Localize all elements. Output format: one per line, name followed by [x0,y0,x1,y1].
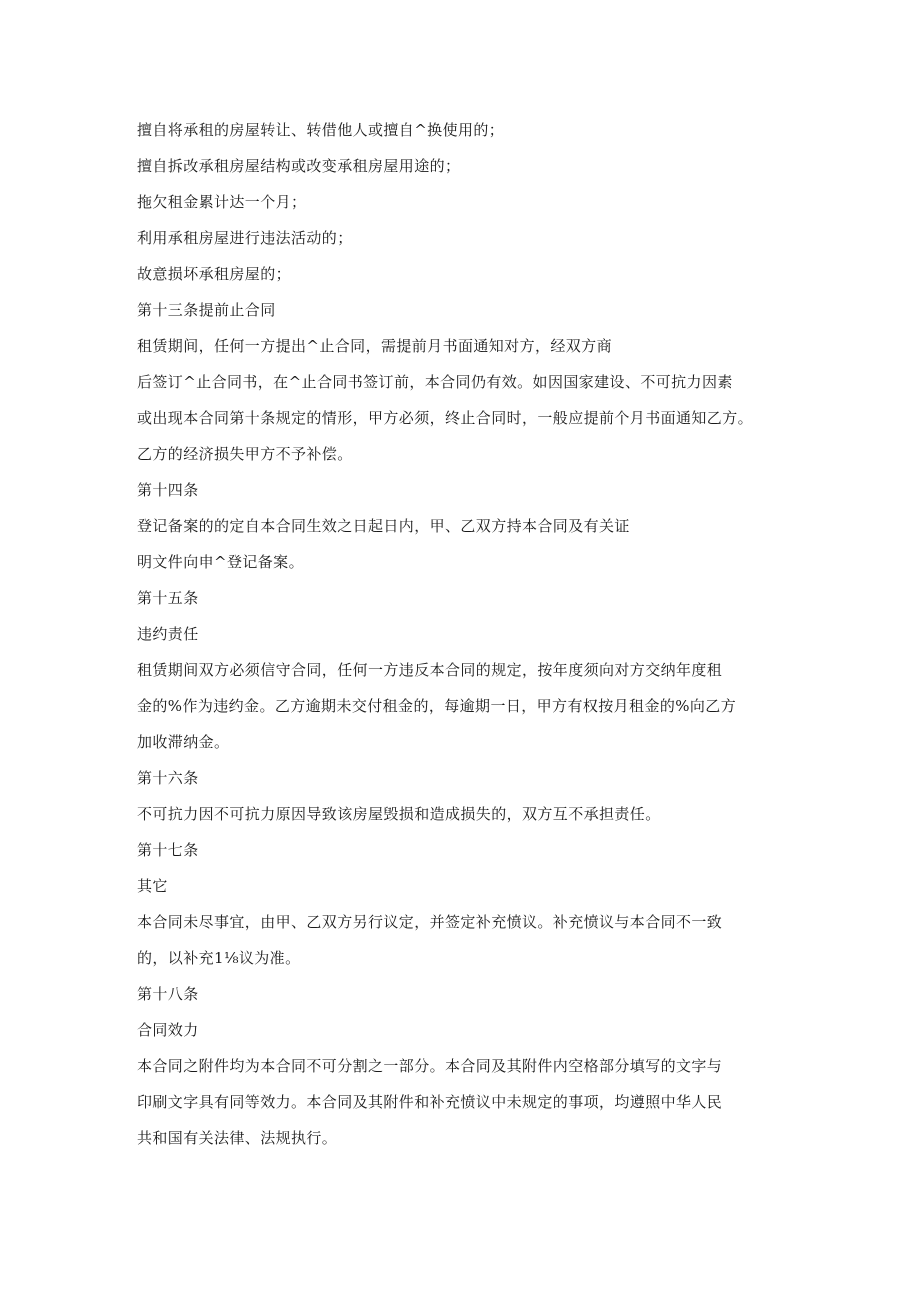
text-line: 的，以补充1⅛议为准。 [137,949,301,967]
text-line: 明文件向申^登记备案。 [137,553,304,571]
text-line: 租赁期间，任何一方提出^止合同，需提前月书面通知对方，经双方商 [137,337,612,355]
text-line: 金的%作为违约金。乙方逾期未交付租金的，每逾期一日，甲方有权按月租金的%向乙方 [137,697,737,715]
document-body [137,112,797,1156]
article-heading: 第十七条 [137,841,199,859]
section-title: 其它 [137,877,168,895]
section-title: 违约责任 [137,625,199,643]
text-line: 本合同未尽事宜，由甲、乙双方另行议定，并签定补充愤议。补充愤议与本合同不一致 [137,913,723,931]
text-line: 加收滞纳金。 [137,733,230,751]
text-line: 乙方的经济损失甲方不予补偿。 [137,445,353,463]
text-line: 登记备案的的定自本合同生效之日起日内，甲、乙双方持本合同及有关证 [137,517,630,535]
text-line: 利用承租房屋进行违法活动的； [137,229,353,247]
text-line: 后签订^止合同书，在^止合同书签订前，本合同仍有效。如因国家建设、不可抗力因素 [137,373,733,391]
text-line: 租赁期间双方必须信守合同，任何一方违反本合同的规定，按年度须向对方交纳年度租 [137,661,723,679]
text-line: 擅自拆改承租房屋结构或改变承租房屋用途的； [137,157,461,175]
article-heading: 第十三条提前止合同 [137,301,276,319]
text-line: 不可抗力因不可抗力原因导致该房屋毁损和造成损失的，双方互不承担责任。 [137,805,661,823]
text-line: 印刷文字具有同等效力。本合同及其附件和补充愤议中未规定的事项，均遵照中华人民 [137,1093,723,1111]
text-line: 拖欠租金累计达一个月； [137,193,307,211]
article-heading: 第十八条 [137,985,199,1003]
text-line: 共和国有关法律、法规执行。 [137,1129,338,1147]
article-heading: 第十六条 [137,769,199,787]
section-title: 合同效力 [137,1021,199,1039]
text-line: 故意损坏承租房屋的； [137,265,292,283]
article-heading: 第十四条 [137,481,199,499]
article-heading: 第十五条 [137,589,199,607]
text-line: 本合同之附件均为本合同不可分割之一部分。本合同及其附件内空格部分填写的文字与 [137,1057,723,1075]
text-line: 或出现本合同第十条规定的情形，甲方必须，终止合同时，一般应提前个月书面通知乙方。 [137,409,754,427]
text-line: 擅自将承租的房屋转让、转借他人或擅自^换使用的； [137,121,505,139]
